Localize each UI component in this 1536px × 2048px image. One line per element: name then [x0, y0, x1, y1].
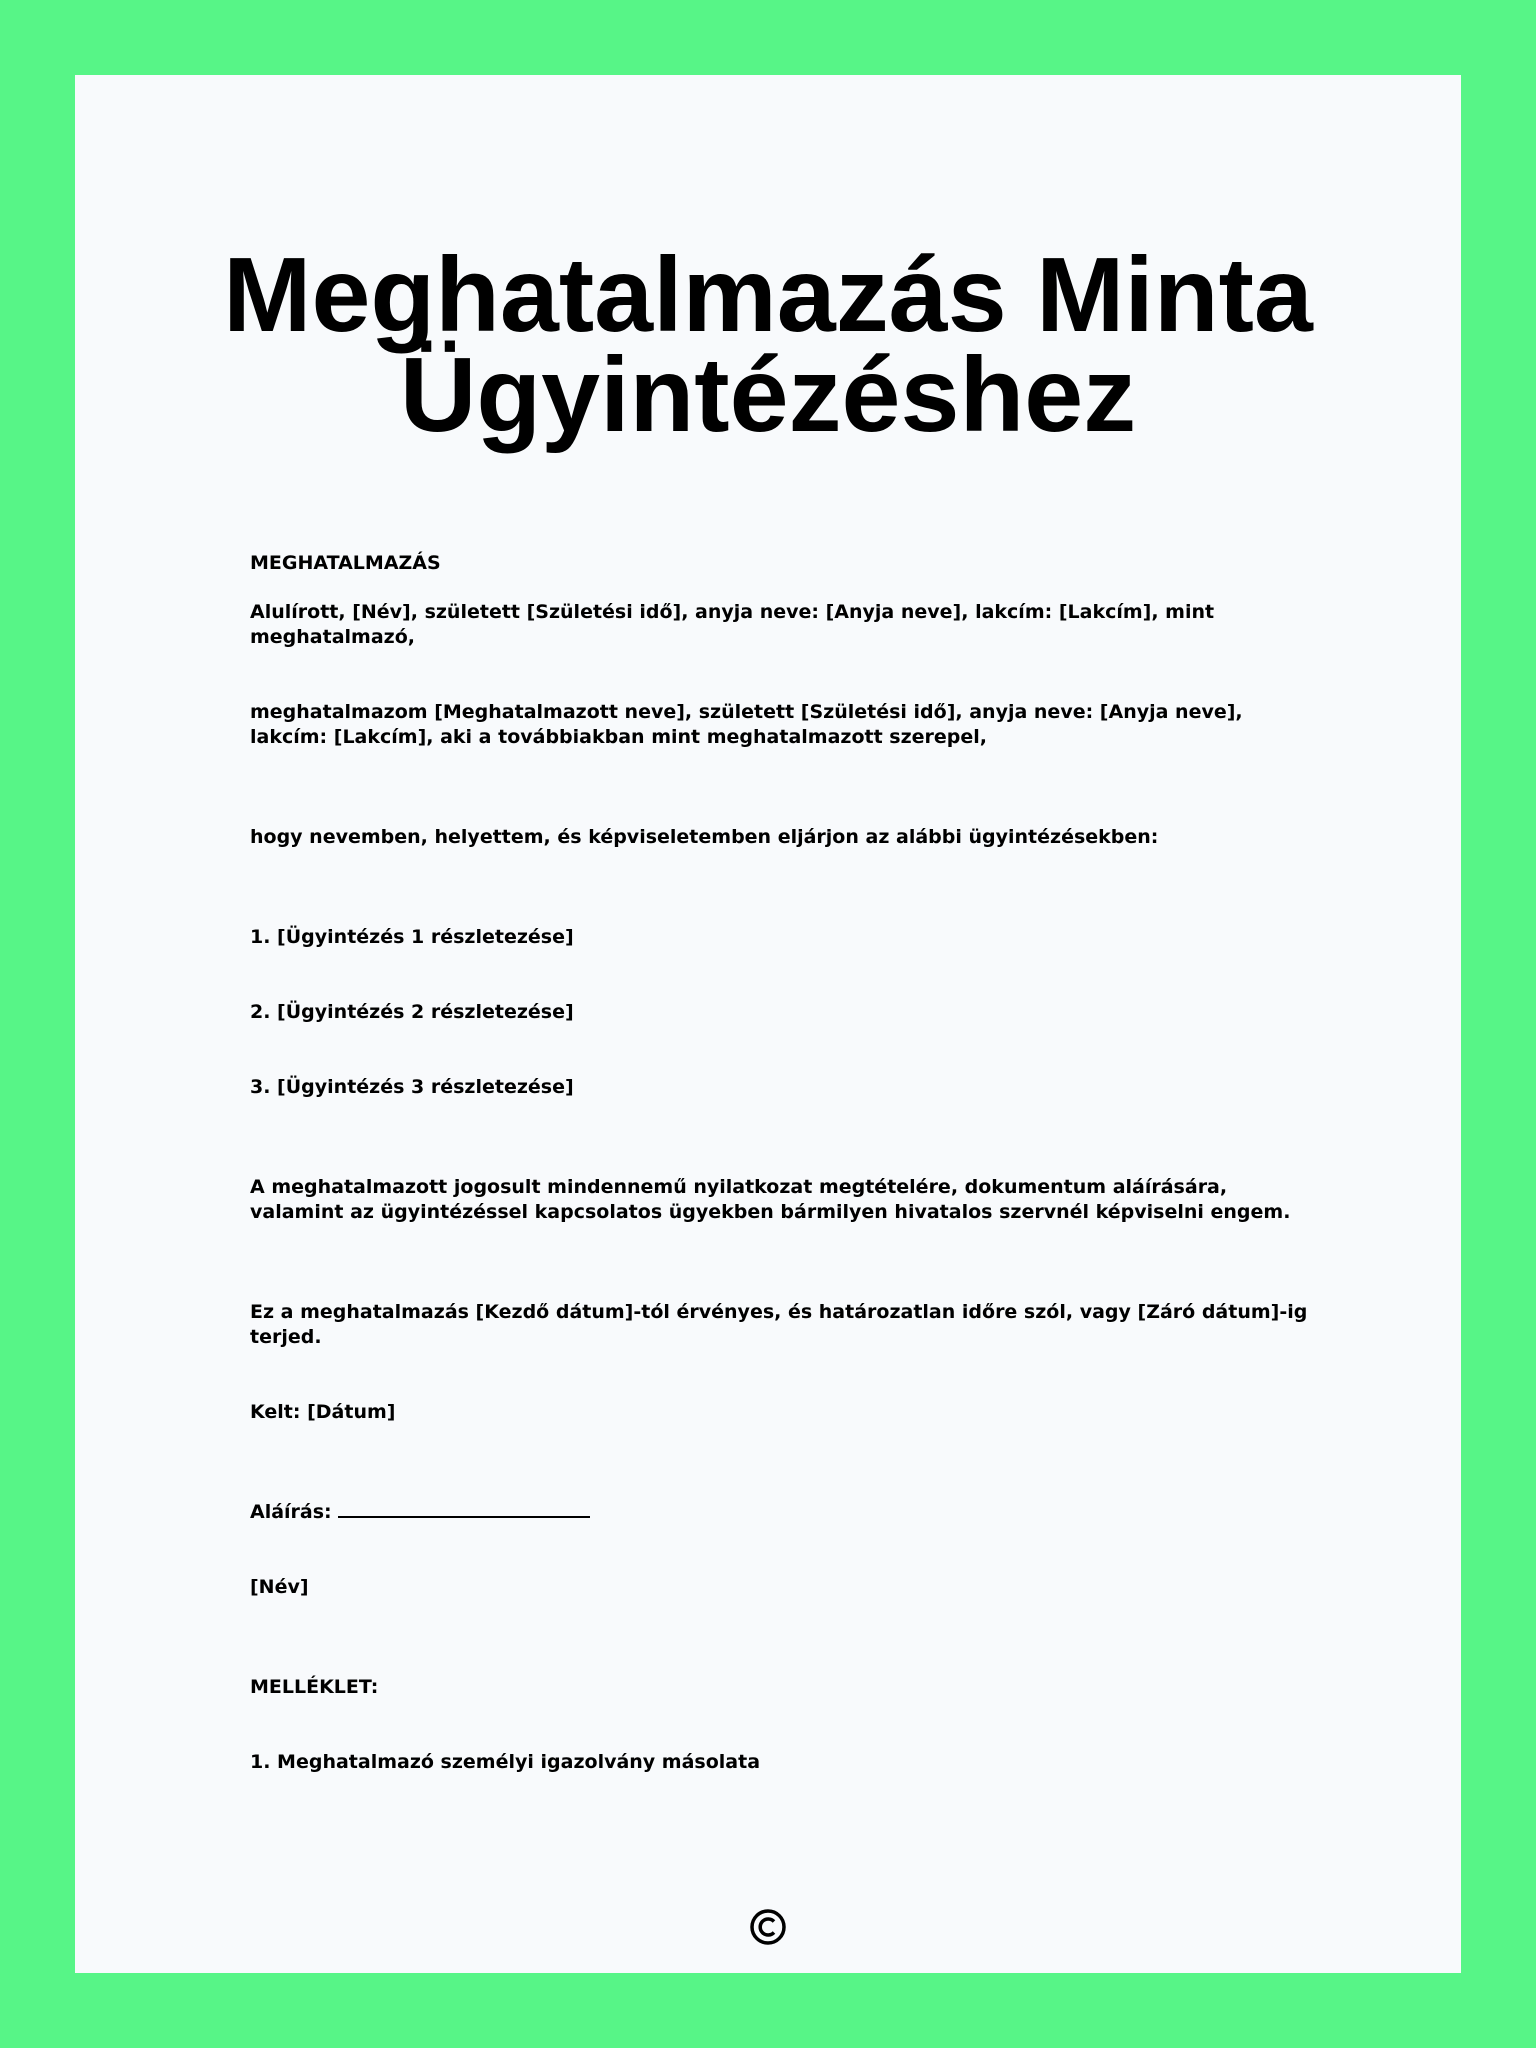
list-item-1: 1. [Ügyintézés 1 részletezése]	[250, 926, 574, 948]
document-page	[75, 75, 1461, 1973]
document-title	[75, 236, 1461, 454]
name-line: [Név]	[250, 1576, 309, 1598]
section-heading: MEGHATALMAZÁS	[250, 552, 441, 574]
list-item-3: 3. [Ügyintézés 3 részletezése]	[250, 1076, 574, 1098]
title-line-1: Meghatalmazás Minta	[223, 236, 1313, 354]
attachment-heading: MELLÉKLET:	[250, 1676, 379, 1698]
title-line-2: Ügyintézéshez	[399, 336, 1137, 454]
agent-paragraph: meghatalmazom [Meghatalmazott neve], született [Születési idő], anyja neve: [Anyja neve], lakcím: [Lakcím], aki a továbbiakban mint meghatalmazott szerepel,	[250, 701, 1243, 748]
copyright-icon	[749, 1908, 787, 1946]
validity-paragraph: Ez a meghatalmazás [Kezdő dátum]-tól érvényes, és határozatlan időre szól, vagy [Záró dátum]-ig terjed.	[250, 1301, 1308, 1348]
signature-row	[250, 1500, 1310, 1525]
authority-paragraph: A meghatalmazott jogosult mindennemű nyilatkozat megtételére, dokumentum aláírására, valamint az ügyintézéssel kapcsolatos ügyekben bármilyen hivatalos szervnél képviselni engem.	[250, 1176, 1291, 1223]
purpose-paragraph: hogy nevemben, helyettem, és képviseletemben eljárjon az alábbi ügyintézésekben:	[250, 826, 1159, 848]
signature-label: Aláírás:	[250, 1501, 332, 1523]
date-line: Kelt: [Dátum]	[250, 1401, 396, 1423]
signature-line	[338, 1502, 590, 1518]
principal-paragraph: Alulírott, [Név], született [Születési idő], anyja neve: [Anyja neve], lakcím: [Lakcím], mint meghatalmazó,	[250, 601, 1215, 648]
list-item-2: 2. [Ügyintézés 2 részletezése]	[250, 1001, 574, 1023]
attachment-item: 1. Meghatalmazó személyi igazolvány másolata	[250, 1751, 761, 1773]
